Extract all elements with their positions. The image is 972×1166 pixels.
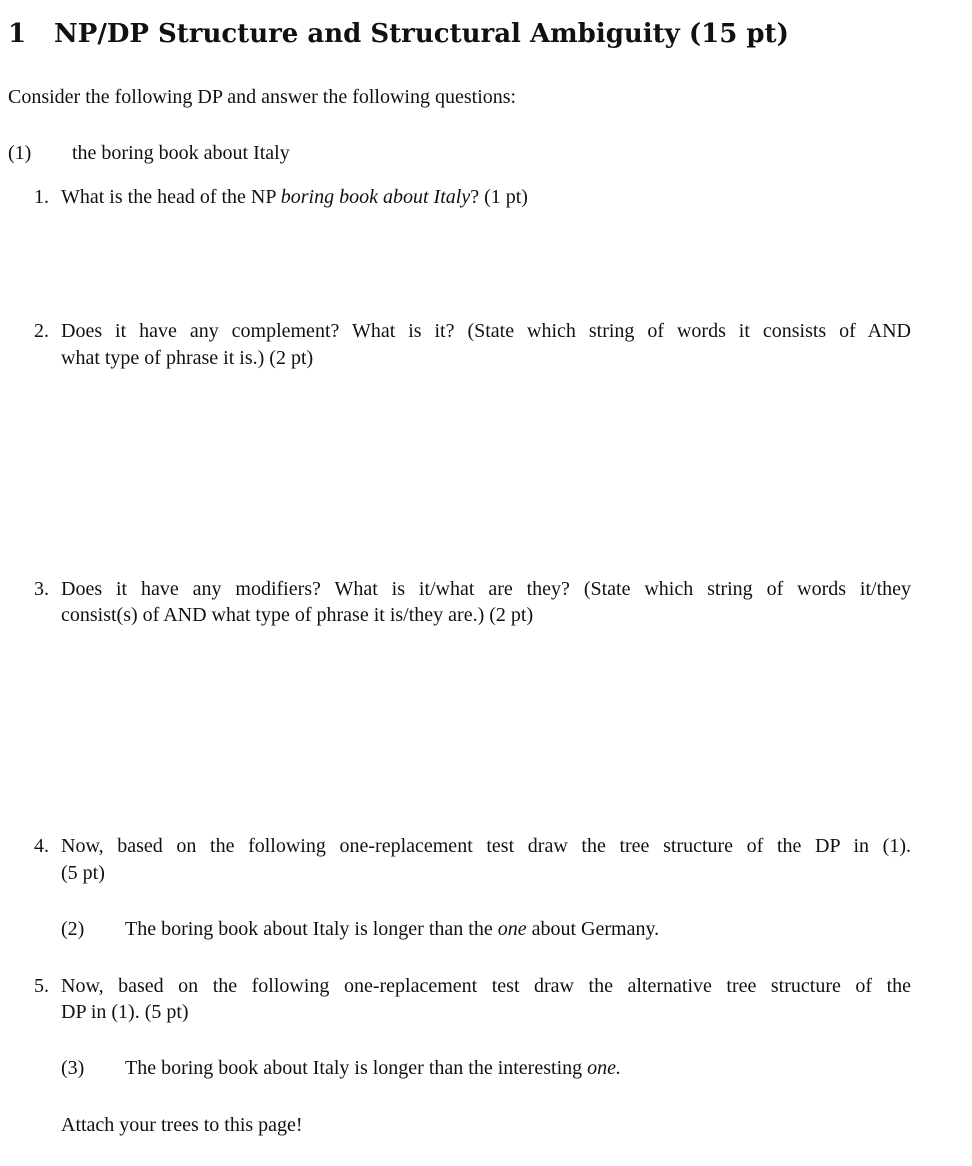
example-2-number: (2) [61, 918, 85, 940]
question-1 [34, 184, 528, 210]
question-4-line-2: (5 pt) [61, 862, 105, 884]
example-3-number: (3) [61, 1057, 85, 1079]
question-3-line-1: Does it have any modifiers? What is it/what are they? (State which string of words it/they [61, 578, 911, 600]
footer-instruction: Attach your trees to this page! [61, 1114, 303, 1136]
question-3-line-2: consist(s) of AND what type of phrase it is/they are.) (2 pt) [61, 604, 534, 626]
intro-text: Consider the following DP and answer the following questions: [8, 86, 517, 108]
question-2-line-1: Does it have any complement? What is it? (State which string of words it consists of AND [61, 320, 911, 342]
question-4-number: 4. [34, 835, 49, 857]
section-title: NP/DP Structure and Structural Ambiguity (15 pt) [54, 19, 789, 49]
question-2-number: 2. [34, 320, 49, 342]
question-3 [34, 576, 61, 602]
question-1-number: 1. [34, 186, 49, 208]
example-2 [61, 916, 659, 942]
section-number: 1 [8, 19, 27, 49]
section-heading [8, 14, 789, 54]
example-2-text-post: about Germany. [526, 918, 660, 940]
example-2-text-italic: one [497, 918, 527, 940]
example-3-text-pre: The boring book about Italy is longer than the interesting [125, 1057, 588, 1079]
question-5-line-1: Now, based on the following one-replacement test draw the alternative tree structure of the [61, 975, 911, 997]
question-5-line-2: DP in (1). (5 pt) [61, 1001, 189, 1023]
question-1-text-post: ? (1 pt) [470, 186, 528, 208]
question-1-text-italic: boring book about Italy [280, 186, 471, 208]
example-3 [61, 1055, 621, 1081]
question-1-text-pre: What is the head of the NP [61, 186, 281, 208]
example-1-text: the boring book about Italy [72, 142, 290, 164]
example-2-text-pre: The boring book about Italy is longer than the [125, 918, 498, 940]
question-2-line-2: what type of phrase it is.) (2 pt) [61, 347, 314, 369]
example-1-number: (1) [8, 142, 32, 164]
example-3-text-italic: one. [587, 1057, 622, 1079]
question-5-number: 5. [34, 975, 49, 997]
example-1 [8, 140, 290, 166]
question-3-number: 3. [34, 578, 49, 600]
question-4-line-1: Now, based on the following one-replacement test draw the tree structure of the DP in (1). [61, 835, 911, 857]
question-2 [34, 318, 61, 344]
question-4 [34, 833, 61, 859]
question-5 [34, 973, 61, 999]
